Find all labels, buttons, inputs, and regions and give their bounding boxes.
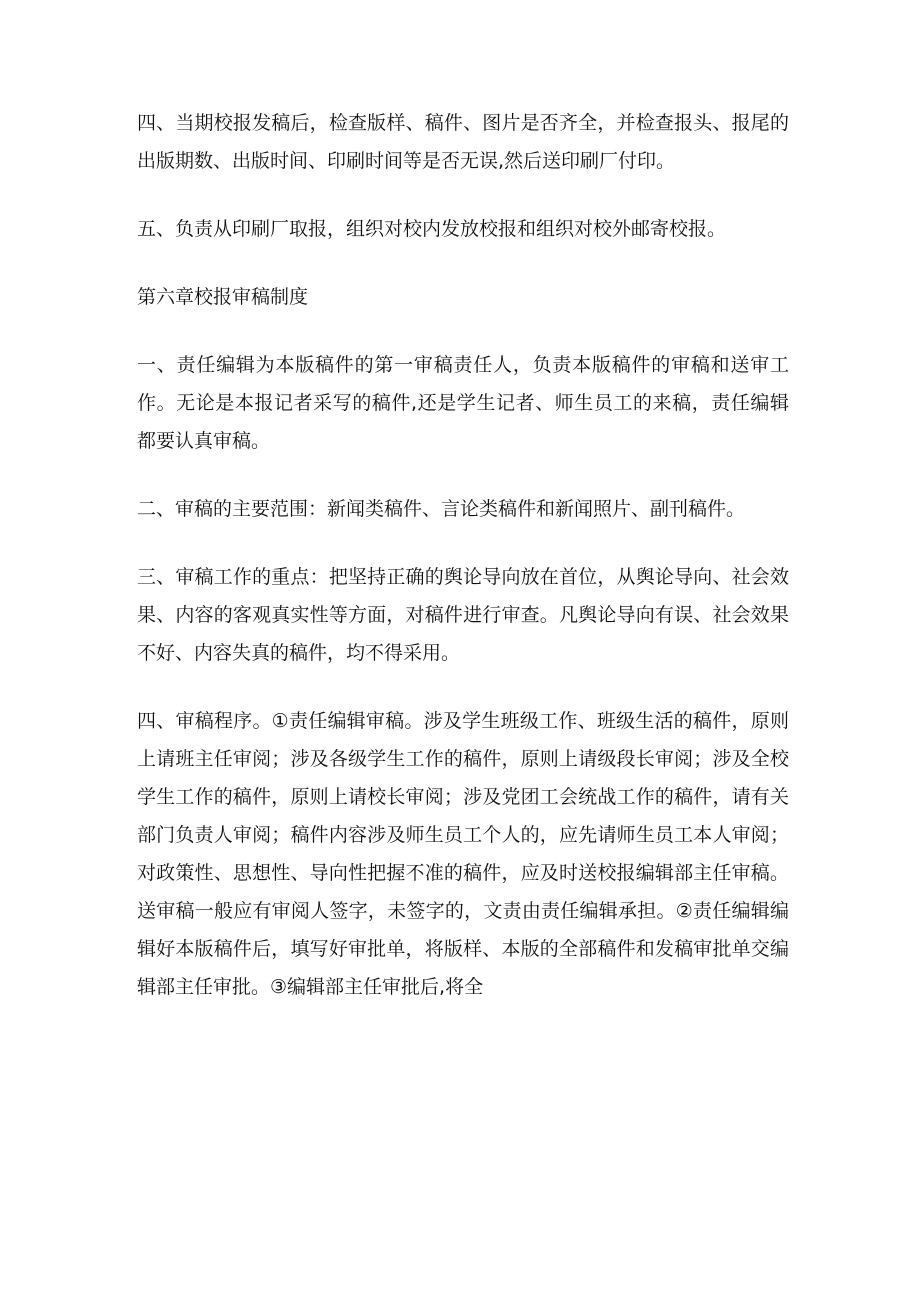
paragraph-4-issue-check: 四、当期校报发稿后，检查版样、稿件、图片是否齐全，并检查报头、报尾的出版期数、出版时间、印刷时间等是否无误,然后送印刷厂付印。 — [137, 112, 789, 172]
chapter-heading: 第六章校报审稿制度 — [137, 286, 309, 308]
document-body — [137, 104, 789, 1036]
paragraph-5-distribution: 五、负责从印刷厂取报，组织对校内发放校报和组织对校外邮寄校报。 — [137, 218, 727, 240]
paragraph-3-review-focus: 三、审稿工作的重点：把坚持正确的舆论导向放在首位，从舆论导向、社会效果、内容的客观真实性等方面，对稿件进行审查。凡舆论导向有误、社会效果不好、内容失真的稿件，均不得采用。 — [137, 566, 789, 664]
paragraph-1-responsible-editor: 一、责任编辑为本版稿件的第一审稿责任人，负责本版稿件的审稿和送审工作。无论是本报记者采写的稿件,还是学生记者、师生员工的来稿，责任编辑都要认真审稿。 — [137, 354, 789, 452]
paragraph-2-review-scope: 二、审稿的主要范围：新闻类稿件、言论类稿件和新闻照片、副刊稿件。 — [137, 498, 746, 520]
paragraph-4-review-procedure: 四、审稿程序。①责任编辑审稿。涉及学生班级工作、班级生活的稿件，原则上请班主任审阅；涉及各级学生工作的稿件，原则上请级段长审阅；涉及全校学生工作的稿件，原则上请校长审阅；涉及党团工会统战工作的稿件，请有关部门负责人审阅；稿件内容涉及师生员工个人的，应先请师生员工本人审阅；对政策性、思想性、导向性把握不准的稿件，应及时送校报编辑部主任审稿。送审稿一般应有审阅人签字，未签字的，文责由责任编辑承担。②责任编辑编辑好本版稿件后，填写好审批单，将版样、本版的全部稿件和发稿审批单交编辑部主任审批。③编辑部主任审批后,将全 — [137, 710, 789, 998]
